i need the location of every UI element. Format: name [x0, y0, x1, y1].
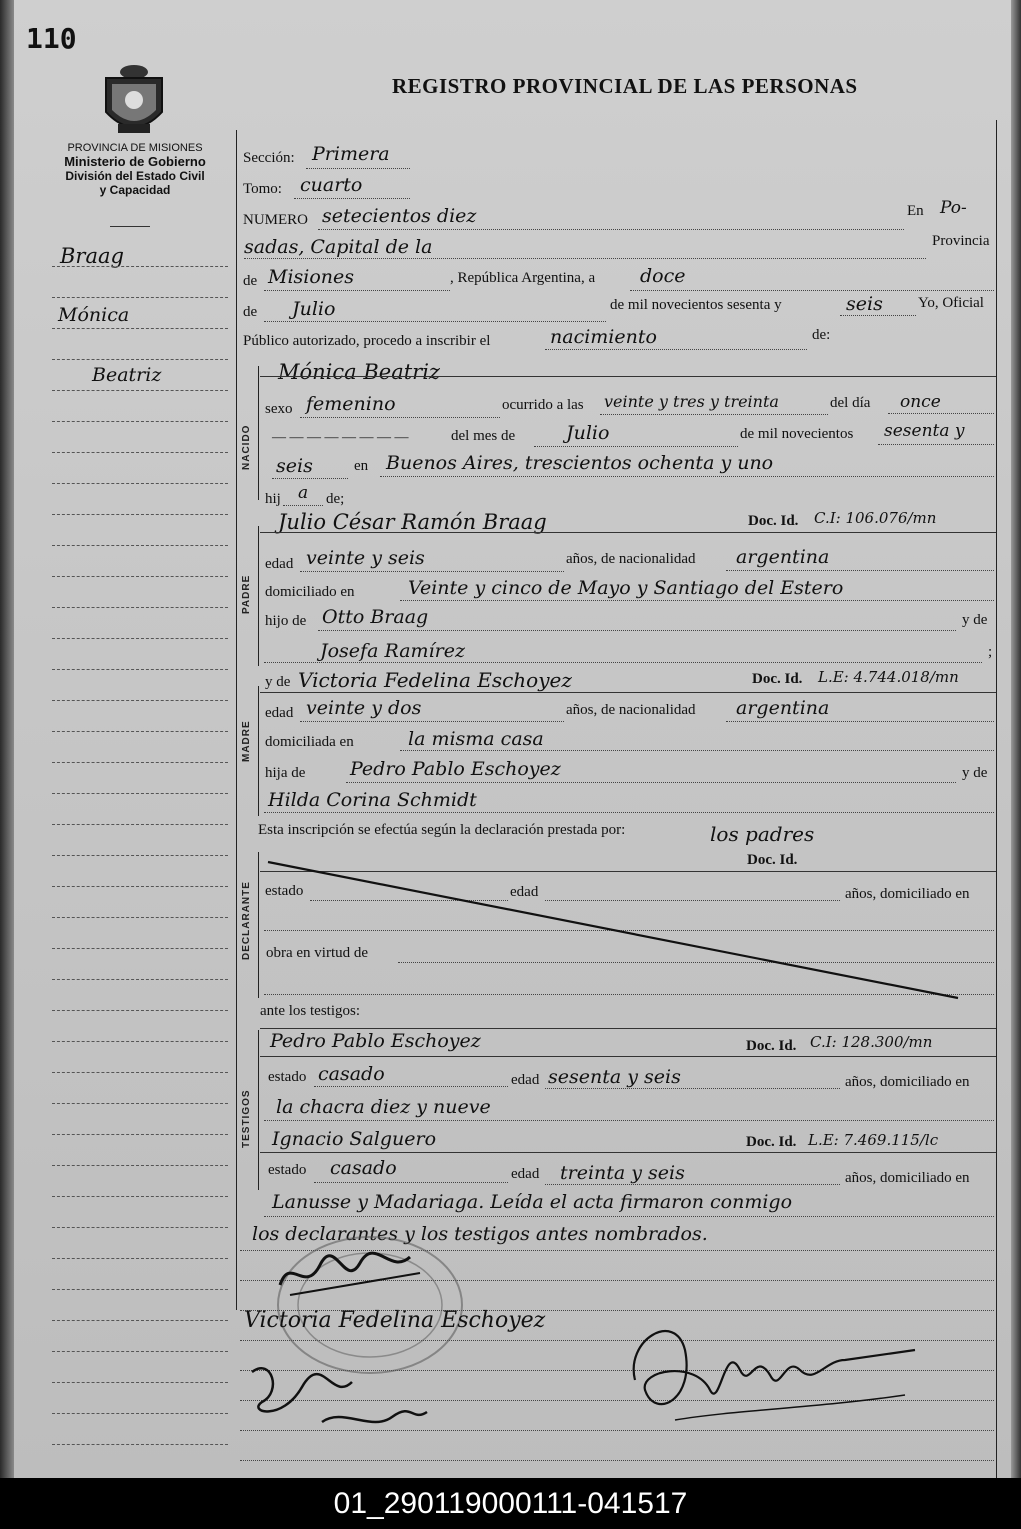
dots [726, 721, 994, 722]
margin-ruled-line [52, 1382, 228, 1383]
label-testigo-1-domicilio: años, domiciliado en [845, 1074, 970, 1090]
margin-ruled-line [52, 1444, 228, 1445]
margin-ruled-line [52, 266, 228, 267]
value-numero: setecientos diez [322, 205, 477, 227]
value-testigo-1-nombre: Pedro Pablo Eschoyez [270, 1030, 481, 1052]
label-padre-y-de: y de [962, 612, 988, 628]
label-numero: NUMERO [243, 212, 309, 228]
value-dia-acta: doce [640, 265, 686, 287]
margin-ruled-line [52, 948, 228, 949]
value-testigo-1-doc: C.I: 128.300/mn [810, 1033, 933, 1051]
value-mes-acta: Julio [292, 298, 336, 320]
label-obra: obra en virtud de [266, 945, 369, 961]
margin-ruled-line [52, 545, 228, 546]
label-madre-hija-de: hija de [265, 765, 306, 781]
value-madre-nombre: Victoria Fedelina Eschoyez [298, 668, 572, 692]
dots [264, 290, 450, 291]
margin-ruled-line [52, 390, 228, 391]
margin-ruled-line [52, 576, 228, 577]
dots [300, 571, 564, 572]
label-mil-sesenta: de mil novecientos sesenta y [610, 297, 782, 313]
value-testigo-1-domicilio: la chacra diez y nueve [276, 1096, 491, 1118]
signature-oficial [615, 1300, 925, 1440]
label-tomo: Tomo: [243, 181, 282, 197]
dots [244, 258, 926, 259]
value-child-name: Mónica Beatriz [278, 360, 440, 384]
rule [260, 1056, 996, 1057]
label-declarante-domicilio: años, domiciliado en [845, 886, 970, 902]
margin-ruled-line [52, 483, 228, 484]
label-y-de-madre: y de [265, 674, 291, 690]
label-testigo-1-doc: Doc. Id. [746, 1038, 797, 1054]
label-yo-oficial: Yo, Oficial [918, 295, 984, 311]
rule [260, 1152, 996, 1153]
label-padre-doc: Doc. Id. [748, 513, 799, 529]
margin-ruled-line [52, 824, 228, 825]
value-madre-nacionalidad: argentina [736, 697, 830, 719]
label-madre-y-de: y de [962, 765, 988, 781]
dots [314, 1086, 508, 1087]
side-label-nacido: NACIDO [241, 424, 252, 470]
main-frame-left-rule [236, 130, 237, 1310]
label-provincia: Provincia [932, 233, 990, 249]
strike-through-line [262, 858, 962, 1002]
margin-ruled-line [52, 917, 228, 918]
margin-ruled-line [52, 297, 228, 298]
declarante-section-rule [258, 852, 259, 998]
value-madre-edad: veinte y dos [306, 697, 422, 719]
value-madre-doc: L.E: 4.744.018/mn [818, 668, 959, 686]
rule [260, 1028, 996, 1029]
office-line-1: PROVINCIA DE MISIONES [67, 142, 203, 154]
label-de-mes: de [243, 304, 258, 320]
label-sexo: sexo [265, 401, 293, 417]
value-abuela-paterna: Josefa Ramírez [320, 640, 465, 662]
dots [545, 349, 807, 350]
page-edge-right [1011, 0, 1021, 1478]
margin-ruled-line [52, 979, 228, 980]
dots [400, 750, 994, 751]
dots [318, 630, 956, 631]
rule [260, 376, 996, 377]
margin-ruled-line [52, 1227, 228, 1228]
label-publico: Público autorizado, procedo a inscribir el [243, 333, 491, 349]
margin-ruled-line [52, 1320, 228, 1321]
dots [314, 1182, 508, 1183]
margin-ruled-line [52, 1134, 228, 1135]
nacido-section-rule [258, 366, 259, 500]
label-testigo-2-domicilio: años, domiciliado en [845, 1170, 970, 1186]
value-dia: once [900, 392, 941, 412]
value-padre-doc: C.I: 106.076/mn [814, 509, 937, 527]
value-madre-domicilio: la misma casa [408, 728, 544, 750]
dots [534, 446, 738, 447]
label-padre-hijo-de: hijo de [265, 613, 307, 629]
dots [300, 721, 564, 722]
label-testigo-2-estado: estado [268, 1162, 307, 1178]
dots [283, 505, 323, 506]
label-en-lugar: en [354, 458, 369, 474]
document-title: REGISTRO PROVINCIAL DE LAS PERSONAS [392, 74, 858, 98]
label-testigo-2-edad: edad [511, 1166, 540, 1182]
page-number: 110 [26, 22, 77, 55]
dots [264, 1216, 994, 1217]
label-madre-doc: Doc. Id. [752, 671, 803, 687]
dots [294, 198, 410, 199]
label-del-mes: del mes de [451, 428, 516, 444]
archive-caption: 01_290119000111-041517 [0, 1478, 1021, 1529]
value-anio-parte-2: seis [276, 455, 313, 477]
label-madre-nacionalidad: años, de nacionalidad [566, 702, 696, 718]
office-line-4: y Capacidad [99, 183, 171, 197]
margin-ruled-line [52, 855, 228, 856]
label-de-mil: de mil novecientos [740, 426, 854, 442]
dots [264, 812, 994, 813]
dots [300, 417, 500, 418]
value-testigo-2-nombre: Ignacio Salguero [272, 1128, 437, 1150]
side-label-testigos: TESTIGOS [241, 1089, 252, 1148]
value-testigo-1-edad: sesenta y seis [548, 1066, 681, 1088]
side-label-madre: MADRE [241, 720, 252, 762]
margin-ruled-line [52, 1351, 228, 1352]
margin-ruled-line [52, 793, 228, 794]
blank-ruled-line [240, 1460, 994, 1461]
margin-ruled-line [52, 1196, 228, 1197]
margin-ruled-line [52, 1289, 228, 1290]
dots [545, 1088, 840, 1089]
label-madre-domicilio: domiciliada en [265, 734, 354, 750]
office-line-3: División del Estado Civil [65, 169, 205, 183]
margin-ruled-line [52, 1072, 228, 1073]
page-edge-left [0, 0, 14, 1478]
value-sexo: femenino [306, 393, 396, 415]
signature-madre: Victoria Fedelina Eschoyez [244, 1308, 546, 1333]
margin-ruled-line [52, 669, 228, 670]
main-frame-right-rule [996, 120, 997, 1478]
margin-ruled-line [52, 762, 228, 763]
value-anio-parte-1: sesenta y [884, 421, 965, 441]
value-abuelo-materno: Pedro Pablo Eschoyez [350, 758, 561, 780]
value-hora: veinte y tres y treinta [604, 392, 779, 411]
margin-ruled-line [52, 1103, 228, 1104]
dots [272, 478, 348, 479]
label-seccion: Sección: [243, 150, 295, 166]
margin-second-name: Beatriz [92, 364, 162, 386]
dots [380, 476, 994, 477]
label-testigo-2-doc: Doc. Id. [746, 1134, 797, 1150]
dots [306, 168, 410, 169]
margin-ruled-line [52, 1041, 228, 1042]
label-del-dia: del día [830, 395, 871, 411]
value-testigo-2-domicilio: Lanusse y Madariaga. Leída el acta firmaron conmigo [272, 1191, 793, 1213]
value-padre-nacionalidad: argentina [736, 546, 830, 568]
label-de: de [243, 273, 258, 289]
coat-of-arms-seal [98, 62, 170, 140]
label-de-colon: de: [812, 327, 831, 343]
label-madre-edad: edad [265, 705, 294, 721]
label-declaracion: Esta inscripción se efectúa según la declaración prestada por: [258, 822, 626, 838]
label-padre-nacionalidad: años, de nacionalidad [566, 551, 696, 567]
label-declarante-estado: estado [265, 883, 304, 899]
margin-ruled-line [52, 1413, 228, 1414]
label-republica: , República Argentina, a [450, 270, 596, 286]
label-semicolon: ; [988, 644, 993, 660]
value-padre-domicilio: Veinte y cinco de Mayo y Santiago del Estero [408, 577, 844, 599]
issuing-office [40, 142, 230, 197]
margin-ruled-line [52, 607, 228, 608]
value-abuela-materna: Hilda Corina Schmidt [268, 789, 477, 811]
label-testigo-1-estado: estado [268, 1069, 307, 1085]
rule [260, 692, 996, 693]
side-label-padre: PADRE [241, 574, 252, 614]
dots [726, 570, 994, 571]
value-mes: Julio [566, 422, 610, 444]
label-en: En [907, 203, 924, 219]
label-padre-edad: edad [265, 556, 294, 572]
margin-ruled-line [52, 731, 228, 732]
value-abuelo-paterno: Otto Braag [322, 606, 429, 628]
dots [840, 315, 916, 316]
dots [630, 290, 994, 291]
label-padre-domicilio: domiciliado en [265, 584, 355, 600]
margin-ruled-line [52, 1258, 228, 1259]
margin-ruled-line [52, 700, 228, 701]
testigos-section-rule [258, 1030, 259, 1190]
signature-testigos [242, 1352, 442, 1442]
margin-ruled-line [52, 514, 228, 515]
label-declarante-doc: Doc. Id. [747, 852, 798, 868]
office-line-2: Ministerio de Gobierno [64, 154, 206, 169]
dots [346, 782, 956, 783]
value-dashes: — — — — — — — — [272, 430, 409, 445]
value-acto: nacimiento [550, 326, 657, 348]
signature-padre [270, 1245, 430, 1305]
margin-ruled-line [52, 421, 228, 422]
value-padre-edad: veinte y seis [306, 547, 425, 569]
label-de-semicolon: de; [326, 491, 345, 507]
dots [264, 662, 982, 663]
dots [878, 444, 994, 445]
margin-surname: Braag [60, 244, 124, 268]
margin-ruled-line [52, 452, 228, 453]
label-ante-testigos: ante los testigos: [260, 1003, 360, 1019]
value-seccion: Primera [312, 143, 390, 165]
margin-ruled-line [52, 1010, 228, 1011]
office-divider [110, 226, 150, 227]
madre-section-rule [258, 686, 259, 816]
value-lugar-nacimiento: Buenos Aires, trescientos ochenta y uno [386, 452, 774, 474]
margin-ruled-line [52, 328, 228, 329]
margin-ruled-line [52, 1165, 228, 1166]
value-testigo-2-estado: casado [330, 1157, 397, 1179]
value-hij-suffix: a [298, 483, 309, 503]
value-testigo-1-estado: casado [318, 1063, 385, 1085]
dots [318, 229, 904, 230]
dots [264, 1120, 994, 1121]
label-testigo-1-edad: edad [511, 1072, 540, 1088]
value-declarante: los padres [710, 822, 815, 846]
dots [264, 321, 606, 322]
dots [888, 413, 994, 414]
label-declarante-edad: edad [510, 884, 539, 900]
value-provincia: Misiones [268, 266, 355, 288]
value-anio-acta: seis [846, 293, 883, 315]
margin-ruled-line [52, 638, 228, 639]
value-testigo-2-doc: L.E: 7.469.115/lc [808, 1131, 939, 1149]
value-tomo: cuarto [300, 174, 363, 196]
label-ocurrido: ocurrido a las [502, 397, 584, 413]
margin-first-name: Mónica [58, 304, 130, 326]
margin-ruled-line [52, 886, 228, 887]
dots [400, 600, 994, 601]
value-testigo-2-edad: treinta y seis [560, 1162, 685, 1184]
dots [545, 1184, 840, 1185]
value-padre-nombre: Julio César Ramón Braag [278, 510, 547, 534]
side-label-declarante: DECLARANTE [241, 881, 252, 960]
value-place: sadas, Capital de la [244, 236, 433, 258]
value-closing-text: los declarantes y los testigos antes nombrados. [252, 1223, 708, 1245]
padre-section-rule [258, 526, 259, 666]
label-hij: hij [265, 491, 281, 507]
dots [600, 414, 828, 415]
value-en-fragment: Po- [940, 198, 967, 218]
margin-ruled-line [52, 359, 228, 360]
rule [260, 532, 996, 533]
